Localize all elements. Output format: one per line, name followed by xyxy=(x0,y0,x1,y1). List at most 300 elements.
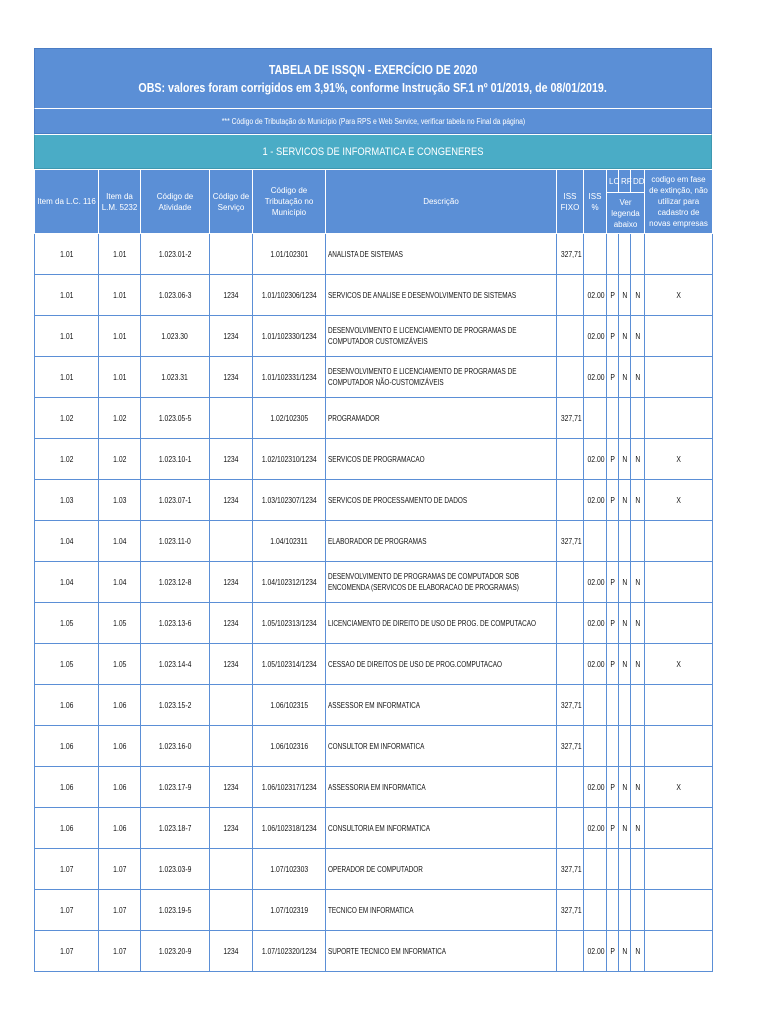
cell-rf xyxy=(619,398,631,439)
cell-cod-atividade-text: 1.023.17-9 xyxy=(158,782,192,792)
cell-item-lc xyxy=(35,480,99,521)
cell-cod-tributacao-text: 1.02/102305 xyxy=(270,413,308,423)
cell-item-lm-text: 1.01 xyxy=(112,331,127,341)
cell-iss-fixo xyxy=(557,890,584,931)
cell-iss-fixo xyxy=(557,644,584,685)
cell-item-lc-text: 1.05 xyxy=(59,618,74,628)
col-header-cod-servico: Código de Serviço xyxy=(210,170,253,234)
cell-dd xyxy=(631,603,645,644)
cell-rf-text: N xyxy=(622,782,627,792)
cell-item-lc-text: 1.04 xyxy=(59,536,74,546)
cell-rf-text: N xyxy=(622,659,627,669)
cell-iss-fixo xyxy=(557,521,584,562)
cell-item-lc-text: 1.06 xyxy=(59,741,74,751)
cell-item-lc-text: 1.07 xyxy=(59,864,74,874)
cell-lc-text: P xyxy=(610,577,615,587)
cell-descricao-text: OPERADOR DE COMPUTADOR xyxy=(328,864,423,874)
cell-rf xyxy=(619,521,631,562)
cell-iss-pct xyxy=(584,767,607,808)
cell-cod-servico xyxy=(210,562,253,603)
cell-dd xyxy=(631,398,645,439)
cell-lc-text: P xyxy=(610,290,615,300)
cell-rf xyxy=(619,644,631,685)
cell-item-lm xyxy=(99,603,141,644)
cell-item-lm-text: 1.02 xyxy=(112,413,127,423)
cell-cod-tributacao xyxy=(253,234,326,275)
col-header-cod-atividade: Código de Atividade xyxy=(141,170,210,234)
cell-descricao-text: SERVICOS DE PROCESSAMENTO DE DADOS xyxy=(328,495,468,505)
cell-cod-tributacao xyxy=(253,275,326,316)
cell-dd-text: N xyxy=(635,659,640,669)
cell-descricao xyxy=(326,521,557,562)
cell-descricao-text: SERVICOS DE ANALISE E DESENVOLVIMENTO DE SISTEMAS xyxy=(328,290,517,300)
cell-item-lm xyxy=(99,316,141,357)
cell-descricao-text: LICENCIAMENTO DE DIREITO DE USO DE PROG. DE COMPUTACAO xyxy=(328,618,537,628)
cell-item-lm xyxy=(99,808,141,849)
cell-item-lm-text: 1.01 xyxy=(112,290,127,300)
cell-descricao-text: ANALISTA DE SISTEMAS xyxy=(328,249,403,259)
cell-item-lm xyxy=(99,521,141,562)
cell-cod-servico xyxy=(210,521,253,562)
cell-cod-tributacao xyxy=(253,685,326,726)
cell-iss-fixo xyxy=(557,808,584,849)
table-row xyxy=(35,316,713,357)
cell-cod-tributacao-text: 1.06/102317/1234 xyxy=(261,782,317,792)
cell-iss-pct xyxy=(584,480,607,521)
cell-lc xyxy=(607,439,619,480)
cell-iss-pct-text: 02.00 xyxy=(587,946,605,956)
cell-cod-servico-text: 1234 xyxy=(223,454,239,464)
cell-cod-tributacao-text: 1.02/102310/1234 xyxy=(261,454,317,464)
cell-iss-pct-text: 02.00 xyxy=(587,823,605,833)
cell-iss-fixo xyxy=(557,685,584,726)
table-row xyxy=(35,357,713,398)
col-header-iss-pct: ISS % xyxy=(584,170,607,234)
cell-iss-pct-text: 02.00 xyxy=(587,372,605,382)
cell-dd xyxy=(631,562,645,603)
cell-descricao xyxy=(326,398,557,439)
cell-cod-atividade xyxy=(141,890,210,931)
cell-extincao xyxy=(645,357,713,398)
cell-iss-pct xyxy=(584,357,607,398)
tributacao-note: *** Código de Tributação do Município (Para RPS e Web Service, verificar tabela no Final da página) xyxy=(221,116,525,126)
cell-item-lm-text: 1.07 xyxy=(112,864,127,874)
cell-extincao xyxy=(645,439,713,480)
cell-lc xyxy=(607,644,619,685)
cell-descricao xyxy=(326,726,557,767)
cell-cod-atividade-text: 1.023.31 xyxy=(161,372,189,382)
cell-rf xyxy=(619,480,631,521)
cell-cod-atividade-text: 1.023.11-0 xyxy=(158,536,192,546)
cell-descricao xyxy=(326,439,557,480)
cell-cod-servico xyxy=(210,931,253,972)
cell-cod-atividade-text: 1.023.15-2 xyxy=(158,700,192,710)
cell-cod-servico xyxy=(210,644,253,685)
cell-lc-text: P xyxy=(610,946,615,956)
cell-iss-pct xyxy=(584,275,607,316)
issqn-table-sheet xyxy=(34,48,712,972)
cell-iss-fixo xyxy=(557,439,584,480)
cell-descricao xyxy=(326,931,557,972)
col-header-rf: RF xyxy=(619,170,631,193)
cell-iss-fixo-text: 327,71 xyxy=(560,249,582,259)
cell-dd-text: N xyxy=(635,290,640,300)
cell-item-lm xyxy=(99,726,141,767)
cell-cod-atividade xyxy=(141,767,210,808)
cell-cod-tributacao xyxy=(253,357,326,398)
cell-dd xyxy=(631,685,645,726)
cell-iss-pct xyxy=(584,316,607,357)
cell-iss-pct xyxy=(584,849,607,890)
cell-cod-tributacao xyxy=(253,521,326,562)
cell-iss-fixo xyxy=(557,480,584,521)
col-header-extincao: codigo em fase de extinção, não utilizar para cadastro de novas empresas xyxy=(645,170,713,234)
cell-rf-text: N xyxy=(622,946,627,956)
cell-cod-servico-text: 1234 xyxy=(223,659,239,669)
cell-descricao-text: SERVICOS DE PROGRAMACAO xyxy=(328,454,425,464)
cell-cod-tributacao xyxy=(253,931,326,972)
cell-cod-servico xyxy=(210,439,253,480)
cell-dd xyxy=(631,890,645,931)
cell-dd xyxy=(631,767,645,808)
cell-cod-atividade-text: 1.023.19-5 xyxy=(158,905,192,915)
cell-iss-fixo-text: 327,71 xyxy=(560,700,582,710)
cell-item-lm xyxy=(99,849,141,890)
cell-cod-tributacao xyxy=(253,316,326,357)
cell-cod-tributacao-text: 1.07/102320/1234 xyxy=(261,946,317,956)
cell-cod-tributacao-text: 1.04/102312/1234 xyxy=(261,577,317,587)
cell-descricao-text: DESENVOLVIMENTO E LICENCIAMENTO DE PROGRAMAS DE COMPUTADOR NÃO-CUSTOMIZÁVEIS xyxy=(328,367,517,387)
cell-extincao xyxy=(645,931,713,972)
cell-dd xyxy=(631,931,645,972)
cell-item-lm-text: 1.02 xyxy=(112,454,127,464)
cell-cod-servico xyxy=(210,275,253,316)
cell-cod-atividade xyxy=(141,931,210,972)
cell-cod-tributacao-text: 1.05/102314/1234 xyxy=(261,659,317,669)
cell-lc xyxy=(607,603,619,644)
cell-iss-pct xyxy=(584,726,607,767)
table-row xyxy=(35,726,713,767)
table-row xyxy=(35,644,713,685)
cell-cod-servico-text: 1234 xyxy=(223,577,239,587)
col-header-cod-tributacao: Código de Tributação no Município xyxy=(253,170,326,234)
col-header-dd: DD xyxy=(631,170,645,193)
cell-lc xyxy=(607,726,619,767)
cell-rf xyxy=(619,931,631,972)
cell-item-lm xyxy=(99,644,141,685)
cell-item-lm xyxy=(99,398,141,439)
cell-cod-servico xyxy=(210,603,253,644)
cell-cod-atividade-text: 1.023.06-3 xyxy=(158,290,192,300)
cell-extincao-text: X xyxy=(676,454,681,464)
table-row xyxy=(35,931,713,972)
cell-iss-pct xyxy=(584,521,607,562)
cell-lc-text: P xyxy=(610,823,615,833)
cell-descricao xyxy=(326,480,557,521)
cell-item-lc-text: 1.07 xyxy=(59,946,74,956)
cell-item-lc-text: 1.01 xyxy=(59,290,74,300)
cell-item-lm-text: 1.01 xyxy=(112,372,127,382)
cell-rf xyxy=(619,726,631,767)
cell-descricao-text: CESSAO DE DIREITOS DE USO DE PROG.COMPUTACAO xyxy=(328,659,503,669)
cell-lc-text: P xyxy=(610,372,615,382)
cell-descricao-text: ASSESSORIA EM INFORMATICA xyxy=(328,782,426,792)
cell-iss-pct xyxy=(584,234,607,275)
cell-item-lm-text: 1.04 xyxy=(112,536,127,546)
cell-rf xyxy=(619,849,631,890)
cell-item-lc xyxy=(35,685,99,726)
cell-extincao xyxy=(645,275,713,316)
cell-rf xyxy=(619,767,631,808)
table-row xyxy=(35,234,713,275)
cell-extincao-text: X xyxy=(676,782,681,792)
cell-dd xyxy=(631,480,645,521)
cell-cod-atividade xyxy=(141,521,210,562)
cell-descricao-text: ELABORADOR DE PROGRAMAS xyxy=(328,536,427,546)
cell-dd-text: N xyxy=(635,331,640,341)
cell-cod-atividade-text: 1.023.10-1 xyxy=(158,454,192,464)
cell-extincao xyxy=(645,767,713,808)
cell-item-lm xyxy=(99,562,141,603)
cell-descricao xyxy=(326,357,557,398)
cell-iss-fixo xyxy=(557,357,584,398)
cell-item-lm-text: 1.04 xyxy=(112,577,127,587)
cell-lc xyxy=(607,357,619,398)
cell-item-lc xyxy=(35,316,99,357)
cell-lc xyxy=(607,398,619,439)
cell-item-lc xyxy=(35,931,99,972)
cell-cod-servico-text: 1234 xyxy=(223,495,239,505)
cell-dd xyxy=(631,439,645,480)
cell-descricao-text: SUPORTE TECNICO EM INFORMATICA xyxy=(328,946,447,956)
cell-extincao xyxy=(645,234,713,275)
cell-cod-tributacao-text: 1.03/102307/1234 xyxy=(261,495,317,505)
cell-item-lc-text: 1.02 xyxy=(59,413,74,423)
cell-cod-atividade xyxy=(141,275,210,316)
cell-descricao xyxy=(326,849,557,890)
cell-dd-text: N xyxy=(635,495,640,505)
cell-item-lm xyxy=(99,767,141,808)
cell-cod-atividade-text: 1.023.03-9 xyxy=(158,864,192,874)
table-row xyxy=(35,808,713,849)
cell-cod-atividade xyxy=(141,726,210,767)
cell-rf-text: N xyxy=(622,331,627,341)
cell-cod-atividade-text: 1.023.30 xyxy=(161,331,189,341)
cell-lc xyxy=(607,685,619,726)
cell-cod-atividade-text: 1.023.14-4 xyxy=(158,659,192,669)
cell-cod-tributacao xyxy=(253,849,326,890)
cell-item-lc-text: 1.06 xyxy=(59,782,74,792)
cell-cod-tributacao-text: 1.06/102318/1234 xyxy=(261,823,317,833)
cell-item-lc xyxy=(35,808,99,849)
cell-item-lc-text: 1.02 xyxy=(59,454,74,464)
cell-cod-tributacao-text: 1.01/102330/1234 xyxy=(261,331,317,341)
cell-item-lc xyxy=(35,726,99,767)
cell-cod-servico xyxy=(210,890,253,931)
cell-lc xyxy=(607,234,619,275)
cell-cod-atividade-text: 1.023.13-6 xyxy=(158,618,192,628)
cell-item-lc xyxy=(35,234,99,275)
cell-item-lm-text: 1.07 xyxy=(112,905,127,915)
cell-cod-servico xyxy=(210,849,253,890)
cell-iss-pct-text: 02.00 xyxy=(587,495,605,505)
cell-cod-servico xyxy=(210,685,253,726)
cell-cod-atividade xyxy=(141,357,210,398)
cell-cod-atividade-text: 1.023.12-8 xyxy=(158,577,192,587)
table-row xyxy=(35,767,713,808)
cell-item-lm-text: 1.05 xyxy=(112,659,127,669)
cell-descricao xyxy=(326,767,557,808)
cell-rf-text: N xyxy=(622,290,627,300)
cell-item-lc xyxy=(35,890,99,931)
cell-iss-fixo xyxy=(557,603,584,644)
cell-dd-text: N xyxy=(635,823,640,833)
cell-descricao xyxy=(326,562,557,603)
section-title: 1 - SERVICOS DE INFORMATICA E CONGENERES xyxy=(262,145,484,158)
cell-cod-atividade-text: 1.023.20-9 xyxy=(158,946,192,956)
cell-descricao xyxy=(326,890,557,931)
cell-item-lc-text: 1.01 xyxy=(59,331,74,341)
cell-iss-pct-text: 02.00 xyxy=(587,290,605,300)
cell-rf xyxy=(619,275,631,316)
cell-descricao xyxy=(326,316,557,357)
cell-extincao-text: X xyxy=(676,495,681,505)
cell-cod-servico xyxy=(210,808,253,849)
cell-descricao-text: DESENVOLVIMENTO E LICENCIAMENTO DE PROGRAMAS DE COMPUTADOR CUSTOMIZÁVEIS xyxy=(328,326,517,346)
table-row xyxy=(35,685,713,726)
cell-cod-servico-text: 1234 xyxy=(223,823,239,833)
cell-item-lm xyxy=(99,931,141,972)
cell-iss-fixo xyxy=(557,767,584,808)
cell-rf-text: N xyxy=(622,495,627,505)
cell-lc-text: P xyxy=(610,495,615,505)
cell-cod-atividade-text: 1.023.01-2 xyxy=(158,249,192,259)
cell-rf xyxy=(619,808,631,849)
cell-lc xyxy=(607,480,619,521)
cell-item-lc xyxy=(35,767,99,808)
cell-rf-text: N xyxy=(622,372,627,382)
cell-cod-tributacao-text: 1.01/102301 xyxy=(270,249,308,259)
cell-cod-atividade-text: 1.023.07-1 xyxy=(158,495,192,505)
cell-item-lm xyxy=(99,234,141,275)
cell-extincao xyxy=(645,398,713,439)
cell-item-lm-text: 1.06 xyxy=(112,741,127,751)
cell-extincao-text: X xyxy=(676,659,681,669)
cell-dd-text: N xyxy=(635,577,640,587)
cell-item-lm-text: 1.07 xyxy=(112,946,127,956)
cell-iss-fixo xyxy=(557,562,584,603)
cell-iss-fixo xyxy=(557,726,584,767)
cell-cod-servico xyxy=(210,316,253,357)
cell-rf xyxy=(619,562,631,603)
cell-lc xyxy=(607,890,619,931)
cell-iss-fixo-text: 327,71 xyxy=(560,905,582,915)
cell-descricao-text: TECNICO EM INFORMATICA xyxy=(328,905,414,915)
cell-item-lm xyxy=(99,439,141,480)
cell-cod-servico xyxy=(210,726,253,767)
cell-item-lc-text: 1.06 xyxy=(59,823,74,833)
table-row xyxy=(35,849,713,890)
cell-extincao xyxy=(645,480,713,521)
table-header-row xyxy=(35,170,713,193)
cell-iss-pct-text: 02.00 xyxy=(587,618,605,628)
cell-extincao xyxy=(645,808,713,849)
cell-item-lc-text: 1.03 xyxy=(59,495,74,505)
cell-item-lc-text: 1.04 xyxy=(59,577,74,587)
cell-item-lc-text: 1.07 xyxy=(59,905,74,915)
cell-item-lm-text: 1.06 xyxy=(112,823,127,833)
cell-iss-pct xyxy=(584,439,607,480)
cell-lc-text: P xyxy=(610,331,615,341)
cell-cod-atividade xyxy=(141,316,210,357)
col-header-descricao: Descrição xyxy=(326,170,557,234)
cell-cod-atividade-text: 1.023.16-0 xyxy=(158,741,192,751)
cell-lc xyxy=(607,275,619,316)
cell-iss-pct xyxy=(584,931,607,972)
cell-iss-pct xyxy=(584,890,607,931)
table-row xyxy=(35,398,713,439)
cell-extincao-text: X xyxy=(676,290,681,300)
cell-dd xyxy=(631,357,645,398)
cell-item-lm xyxy=(99,275,141,316)
cell-dd-text: N xyxy=(635,372,640,382)
table-row xyxy=(35,890,713,931)
cell-extincao xyxy=(645,685,713,726)
note-band xyxy=(34,108,712,134)
cell-item-lm xyxy=(99,357,141,398)
cell-cod-atividade xyxy=(141,644,210,685)
cell-lc xyxy=(607,931,619,972)
cell-cod-tributacao xyxy=(253,439,326,480)
cell-item-lc xyxy=(35,562,99,603)
cell-rf-text: N xyxy=(622,454,627,464)
cell-dd xyxy=(631,726,645,767)
cell-iss-pct xyxy=(584,685,607,726)
cell-cod-tributacao xyxy=(253,562,326,603)
cell-lc-text: P xyxy=(610,454,615,464)
cell-item-lm-text: 1.06 xyxy=(112,700,127,710)
cell-iss-fixo xyxy=(557,398,584,439)
cell-dd xyxy=(631,275,645,316)
cell-cod-tributacao-text: 1.01/102306/1234 xyxy=(261,290,317,300)
cell-iss-pct-text: 02.00 xyxy=(587,577,605,587)
cell-item-lc xyxy=(35,275,99,316)
cell-cod-atividade xyxy=(141,439,210,480)
cell-dd-text: N xyxy=(635,782,640,792)
cell-dd xyxy=(631,849,645,890)
cell-dd xyxy=(631,234,645,275)
cell-item-lc xyxy=(35,439,99,480)
cell-cod-servico-text: 1234 xyxy=(223,618,239,628)
cell-descricao-text: ASSESSOR EM INFORMATICA xyxy=(328,700,420,710)
cell-cod-servico xyxy=(210,234,253,275)
table-row xyxy=(35,480,713,521)
cell-cod-tributacao xyxy=(253,644,326,685)
cell-item-lc xyxy=(35,603,99,644)
cell-cod-tributacao-text: 1.07/102303 xyxy=(270,864,308,874)
cell-item-lm-text: 1.06 xyxy=(112,782,127,792)
table-row xyxy=(35,603,713,644)
cell-rf-text: N xyxy=(622,577,627,587)
cell-extincao xyxy=(645,521,713,562)
cell-iss-pct-text: 02.00 xyxy=(587,782,605,792)
issqn-table xyxy=(34,169,713,972)
cell-rf xyxy=(619,316,631,357)
cell-descricao-text: CONSULTOR EM INFORMATICA xyxy=(328,741,425,751)
cell-extincao xyxy=(645,316,713,357)
cell-lc-text: P xyxy=(610,618,615,628)
cell-cod-atividade xyxy=(141,603,210,644)
